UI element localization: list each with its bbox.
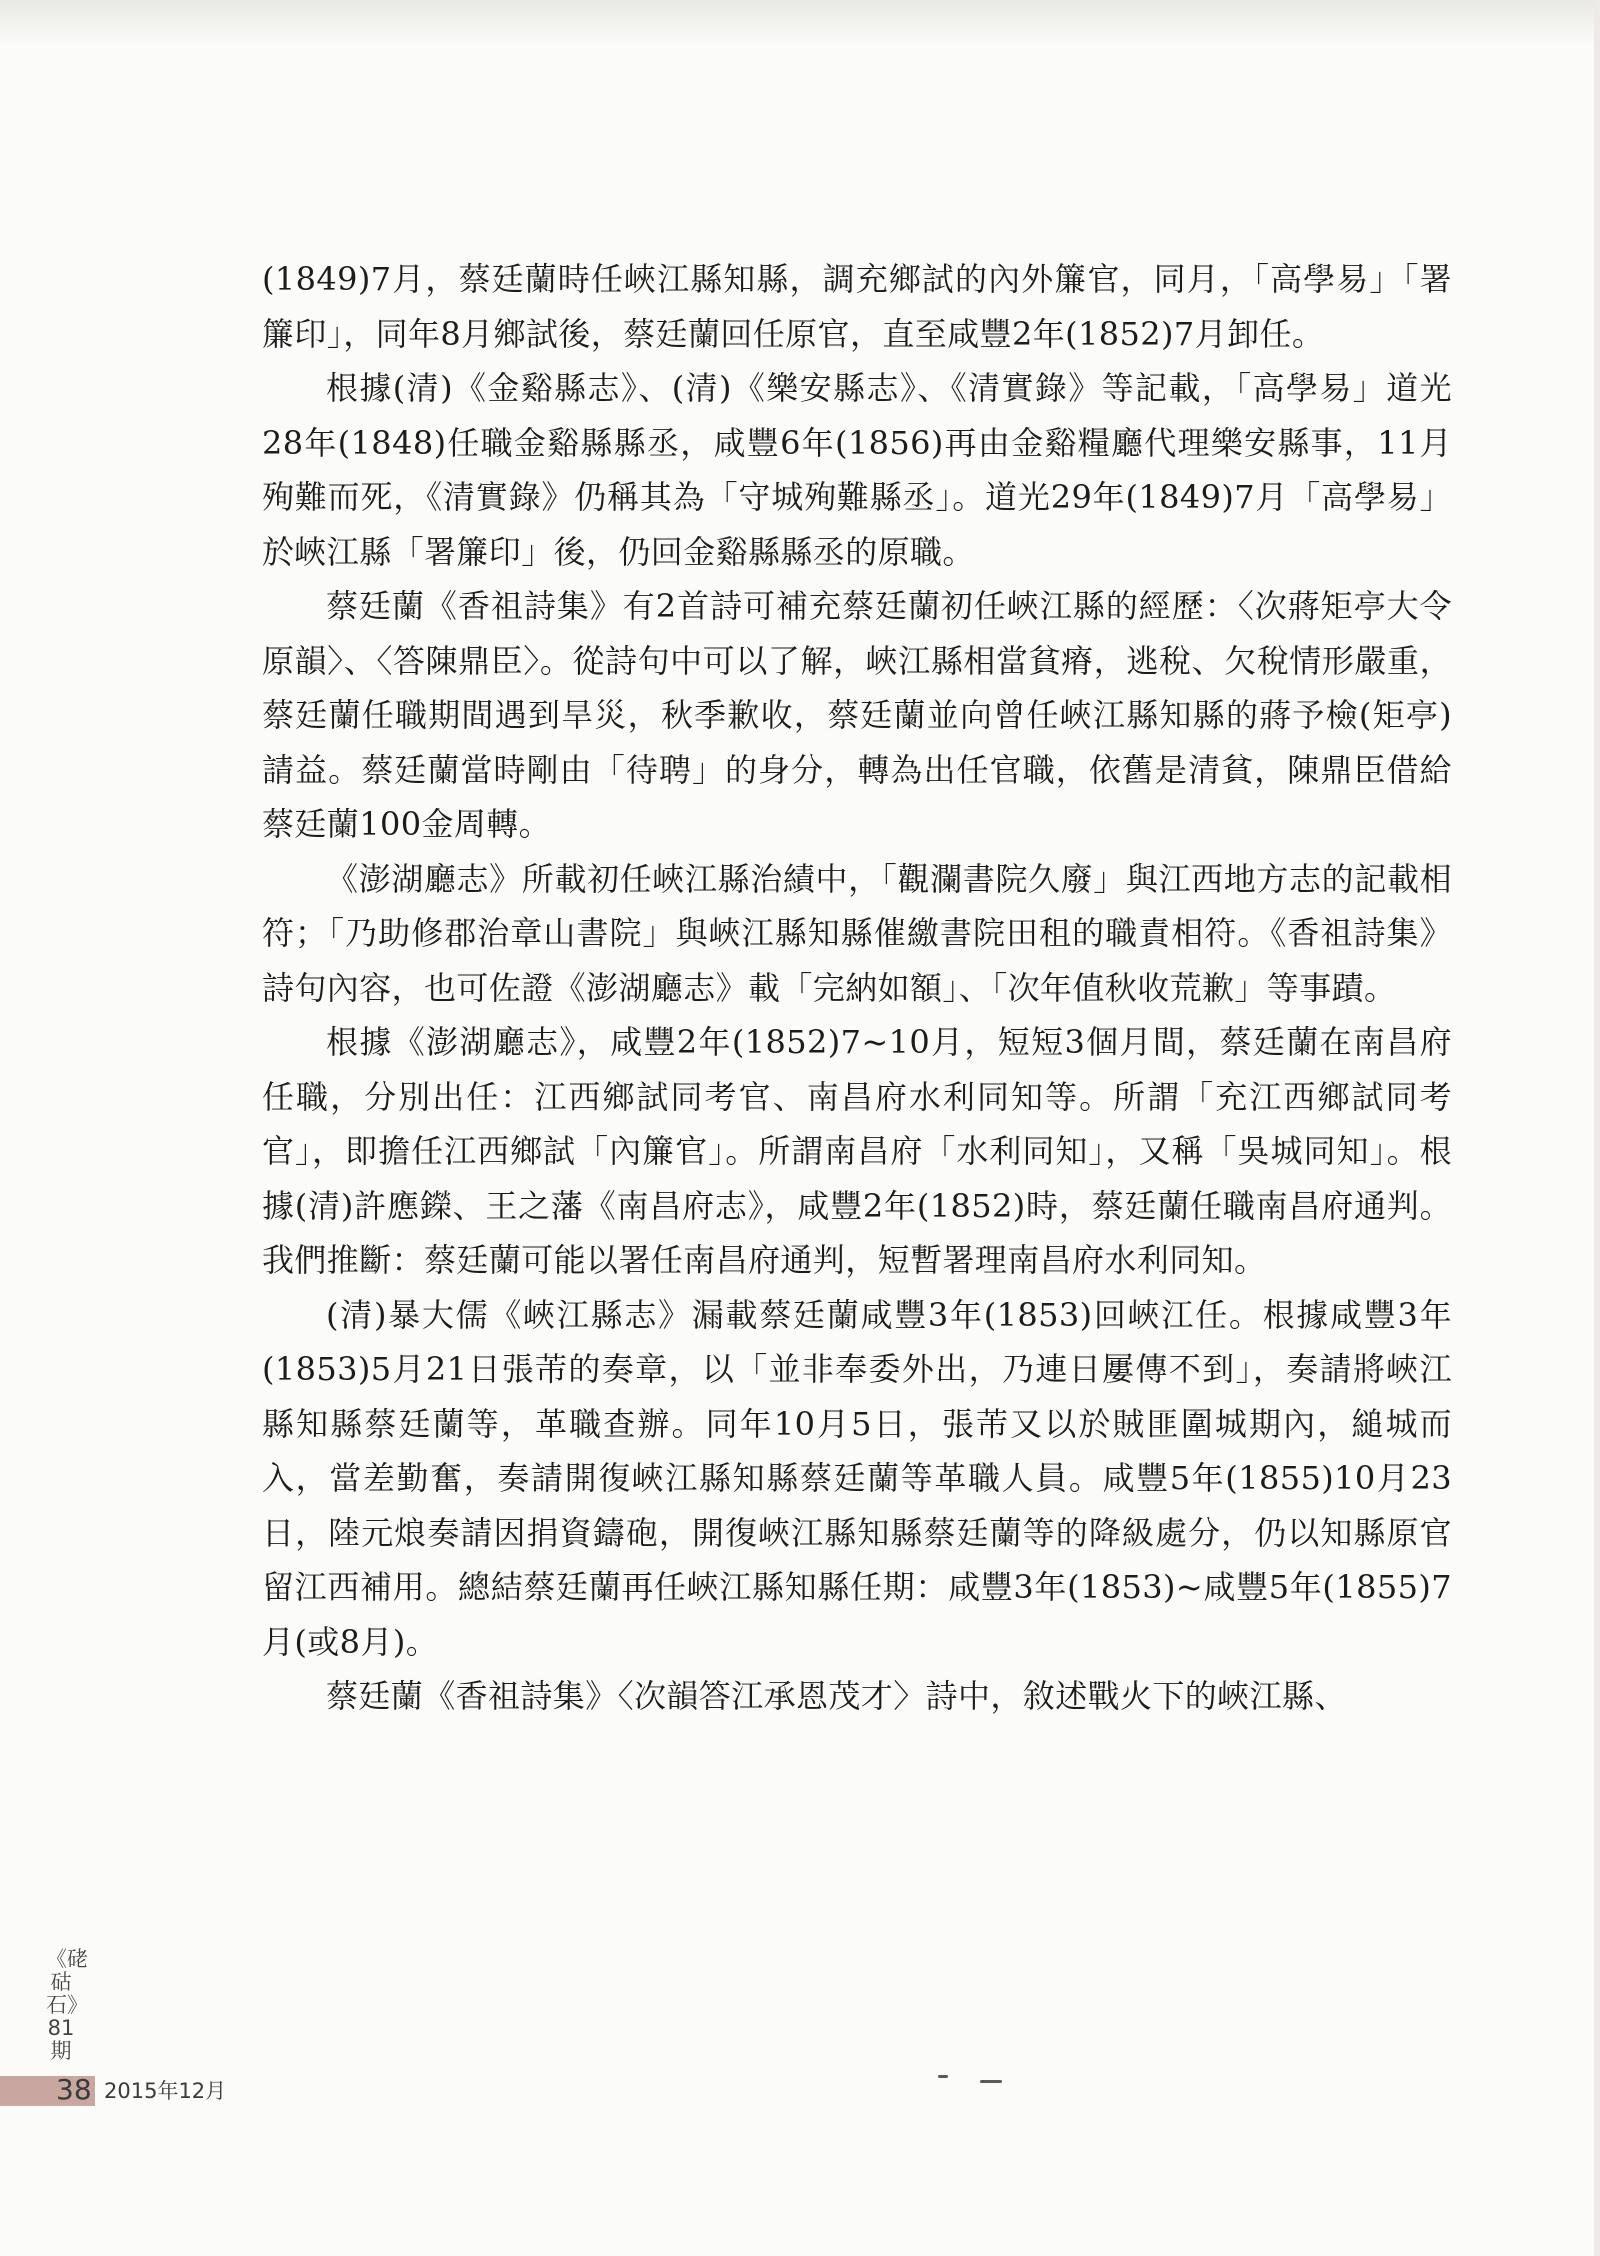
scan-right-edge [1594, 0, 1600, 2256]
paragraph-7: 蔡廷蘭《香祖詩集》〈次韻答江承恩茂才〉詩中，敘述戰火下的峽江縣、 [326, 1677, 1347, 1715]
scan-speck [980, 2080, 1002, 2083]
journal-title-vertical: 《硓𥑮石》81期 [46, 1947, 88, 2063]
paragraph-5: 根據《澎湖廳志》，咸豐2年(1852)7~10月，短短3個月間，蔡廷蘭在南昌府任職，分別出任：江西鄉試同考官、南昌府水利同知等。所謂「充江西鄉試同考官」，即擔任江西鄉試「內簾官」。所謂南昌府「水利同知」，又稱「吳城同知」。根據(清)許應鑅、王之藩《南昌府志》，咸豐2年(1852)時，蔡廷蘭任職南昌府通判。我們推斷：蔡廷蘭可能以署任南昌府通判，短暫署理南昌府水利同知。 [262, 1023, 1452, 1279]
issue-date: 2015年12月 [104, 2079, 227, 2103]
scan-speck [938, 2075, 948, 2078]
paragraph-4: 《澎湖廳志》所載初任峽江縣治績中，「觀瀾書院久廢」與江西地方志的記載相符；「乃助修郡治章山書院」與峽江縣知縣催繳書院田租的職責相符。《香祖詩集》詩句內容，也可佐證《澎湖廳志》載「完納如額」、「次年值秋收荒歉」等事蹟。 [262, 859, 1452, 1007]
scan-edge-shadow [0, 0, 1600, 46]
paragraph-2: 根據(清)《金谿縣志》、(清)《樂安縣志》、《清實錄》等記載，「高學易」道光28年(1848)任職金谿縣縣丞，咸豐6年(1856)再由金谿糧廳代理樂安縣事，11月殉難而死，《清實錄》仍稱其為「守城殉難縣丞」。道光29年(1849)7月「高學易」於峽江縣「署簾印」後，仍回金谿縣縣丞的原職。 [262, 369, 1452, 571]
article-body [262, 252, 1452, 1724]
paragraph-1: (1849)7月，蔡廷蘭時任峽江縣知縣，調充鄉試的內外簾官，同月，「高學易」「署簾印」，同年8月鄉試後，蔡廷蘭回任原官，直至咸豐2年(1852)7月卸任。 [262, 260, 1452, 353]
page-number: 38 [56, 2073, 92, 2106]
paragraph-3: 蔡廷蘭《香祖詩集》有2首詩可補充蔡廷蘭初任峽江縣的經歷：〈次蔣矩亭大令原韻〉、〈答陳鼎臣〉。從詩句中可以了解，峽江縣相當貧瘠，逃稅、欠稅情形嚴重，蔡廷蘭任職期間遇到旱災，秋季歉收，蔡廷蘭並向曾任峽江縣知縣的蔣予檢(矩亭)請益。蔡廷蘭當時剛由「待聘」的身分，轉為出任官職，依舊是清貧，陳鼎臣借給蔡廷蘭100金周轉。 [262, 587, 1452, 843]
paragraph-6: (清)暴大儒《峽江縣志》漏載蔡廷蘭咸豐3年(1853)回峽江任。根據咸豐3年(1853)5月21日張芾的奏章，以「並非奉委外出，乃連日屢傳不到」，奏請將峽江縣知縣蔡廷蘭等，革職查辦。同年10月5日，張芾又以於賊匪圍城期內，縋城而入，當差勤奮，奏請開復峽江縣知縣蔡廷蘭等革職人員。咸豐5年(1855)10月23日，陸元烺奏請因捐資鑄砲，開復峽江縣知縣蔡廷蘭等的降級處分，仍以知縣原官留江西補用。總結蔡廷蘭再任峽江縣知縣任期：咸豐3年(1853)~咸豐5年(1855)7月(或8月)。 [262, 1295, 1452, 1661]
